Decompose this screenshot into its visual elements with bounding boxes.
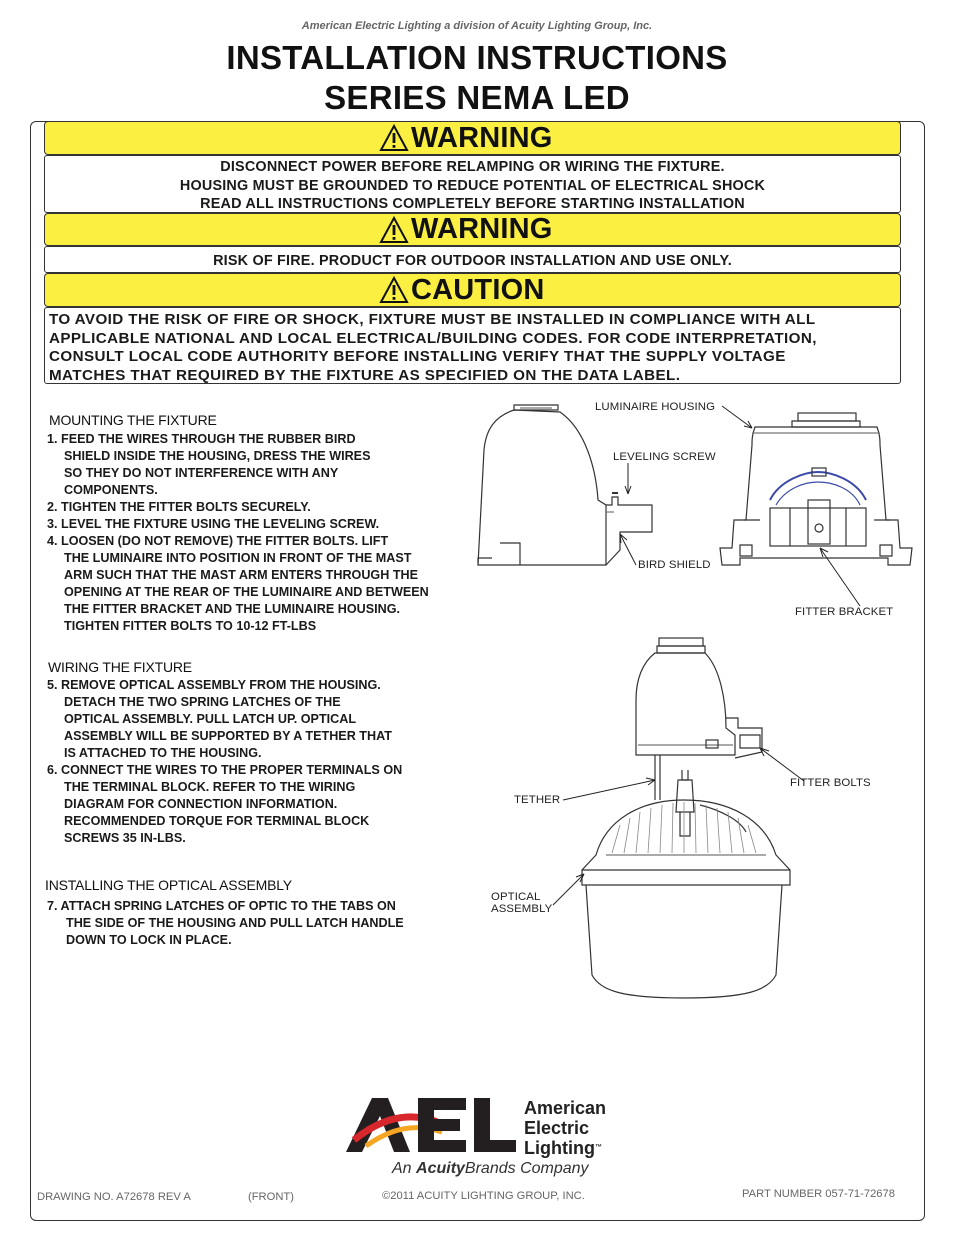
title-line-2: SERIES NEMA LED [324, 79, 630, 116]
logo-word-1: American [524, 1098, 607, 1118]
label-tether: TETHER [514, 794, 561, 806]
footer-side: (FRONT) [248, 1191, 294, 1203]
step-4-line: THE FITTER BRACKET AND THE LUMINAIRE HOUSING. [64, 602, 401, 616]
step-6-line: DIAGRAM FOR CONNECTION INFORMATION. [64, 797, 338, 811]
step-5-line: ASSEMBLY WILL BE SUPPORTED BY A TETHER THAT [64, 729, 392, 743]
caution-line-2: APPLICABLE NATIONAL AND LOCAL ELECTRICAL/BUILDING CODES. FOR CODE INTERPRETATION, [49, 329, 817, 347]
ael-logo-mark [346, 1094, 520, 1156]
step-5-line: OPTICAL ASSEMBLY. PULL LATCH UP. OPTICAL [64, 712, 357, 726]
step-6-line: 6. CONNECT THE WIRES TO THE PROPER TERMINALS ON [47, 763, 403, 777]
warning-1-line-3: READ ALL INSTRUCTIONS COMPLETELY BEFORE STARTING INSTALLATION [200, 196, 745, 212]
step-1-line: SO THEY DO NOT INTERFERENCE WITH ANY [64, 466, 339, 480]
step-4-line: OPENING AT THE REAR OF THE LUMINAIRE AND BETWEEN [64, 585, 429, 599]
step-5-line: DETACH THE TWO SPRING LATCHES OF THE [64, 695, 341, 709]
logo-word-3 [524, 1138, 606, 1158]
step-4-line: TIGHTEN FITTER BOLTS TO 10-12 FT-LBS [64, 619, 317, 633]
step-6-line: SCREWS 35 IN-LBS. [64, 831, 186, 845]
section-heading-mounting: MOUNTING THE FIXTURE [49, 412, 217, 428]
step-2: 2. TIGHTEN THE FITTER BOLTS SECURELY. [47, 500, 311, 514]
caution-line-1: TO AVOID THE RISK OF FIRE OR SHOCK, FIXTURE MUST BE INSTALLED IN COMPLIANCE WITH ALL [49, 311, 816, 328]
warning-label-2: WARNING [411, 213, 553, 245]
warning-1-line-1: DISCONNECT POWER BEFORE RELAMPING OR WIRING THE FIXTURE. [220, 159, 725, 175]
logo-word-3-text: Lighting [524, 1138, 595, 1158]
label-fitter-bolts: FITTER BOLTS [790, 777, 871, 789]
caution-line-3: CONSULT LOCAL CODE AUTHORITY BEFORE INSTALLING VERIFY THAT THE SUPPLY VOLTAGE [49, 348, 786, 365]
footer-drawing-number: DRAWING NO. A72678 REV A [37, 1191, 191, 1203]
label-bird-shield: BIRD SHIELD [638, 559, 711, 571]
warning-label-1: WARNING [411, 121, 553, 154]
trademark-symbol: ™ [594, 1144, 602, 1151]
step-6-line: RECOMMENDED TORQUE FOR TERMINAL BLOCK [64, 814, 370, 828]
warning-1-line-2: HOUSING MUST BE GROUNDED TO REDUCE POTENTIAL OF ELECTRICAL SHOCK [179, 177, 766, 194]
step-1-line: COMPONENTS. [64, 483, 158, 497]
logo-word-2: Electric [524, 1118, 590, 1138]
leader-lines [553, 406, 860, 905]
step-5-line: 5. REMOVE OPTICAL ASSEMBLY FROM THE HOUSING. [47, 678, 381, 692]
logo-subline [392, 1160, 589, 1178]
step-7-line: DOWN TO LOCK IN PLACE. [66, 933, 232, 947]
step-3: 3. LEVEL THE FIXTURE USING THE LEVELING SCREW. [47, 517, 380, 531]
step-5-line: IS ATTACHED TO THE HOUSING. [64, 746, 262, 760]
caution-line-4: MATCHES THAT REQUIRED BY THE FIXTURE AS SPECIFIED ON THE DATA LABEL. [49, 366, 681, 384]
step-4-line: 4. LOOSEN (DO NOT REMOVE) THE FITTER BOLTS. LIFT [47, 534, 389, 548]
full-assembly-view [582, 638, 790, 998]
label-optical-line-2: ASSEMBLY [491, 903, 553, 915]
step-4-line: THE LUMINAIRE INTO POSITION IN FRONT OF THE MAST [64, 551, 412, 565]
section-heading-wiring: WIRING THE FIXTURE [48, 659, 192, 675]
caution-label: CAUTION [411, 273, 545, 306]
housing-front-view [720, 413, 912, 565]
label-optical-assembly [491, 891, 552, 915]
step-1-line: SHIELD INSIDE THE HOUSING, DRESS THE WIRES [64, 449, 371, 463]
step-7-line: 7. ATTACH SPRING LATCHES OF OPTIC TO THE TABS ON [47, 899, 396, 913]
label-fitter-bracket: FITTER BRACKET [795, 606, 894, 618]
step-1-line: 1. FEED THE WIRES THROUGH THE RUBBER BIRD [47, 432, 356, 446]
logo-sub-brand: Acuity [416, 1160, 465, 1177]
title-line-1: INSTALLATION INSTRUCTIONS [226, 39, 728, 76]
footer-part-number: PART NUMBER 057-71-72678 [742, 1188, 895, 1200]
logo-sub-suffix: Brands Company [464, 1160, 589, 1177]
step-6-line: THE TERMINAL BLOCK. REFER TO THE WIRING [64, 780, 356, 794]
section-heading-optical: INSTALLING THE OPTICAL ASSEMBLY [45, 877, 292, 893]
label-optical-line-1: OPTICAL [491, 891, 541, 903]
label-leveling-screw: LEVELING SCREW [613, 451, 716, 463]
label-luminaire-housing: LUMINAIRE HOUSING [595, 401, 716, 413]
logo-wordmark [524, 1098, 606, 1158]
header-note: American Electric Lighting a division of Acuity Lighting Group, Inc. [301, 20, 653, 32]
step-4-line: ARM SUCH THAT THE MAST ARM ENTERS THROUGH THE [64, 568, 419, 582]
step-7-line: THE SIDE OF THE HOUSING AND PULL LATCH HANDLE [66, 916, 404, 930]
logo-sub-prefix: An [392, 1160, 417, 1177]
housing-side-view [478, 405, 652, 565]
warning-2-line-1: RISK OF FIRE. PRODUCT FOR OUTDOOR INSTALLATION AND USE ONLY. [213, 253, 732, 269]
footer-copyright: ©2011 ACUITY LIGHTING GROUP, INC. [382, 1190, 585, 1202]
